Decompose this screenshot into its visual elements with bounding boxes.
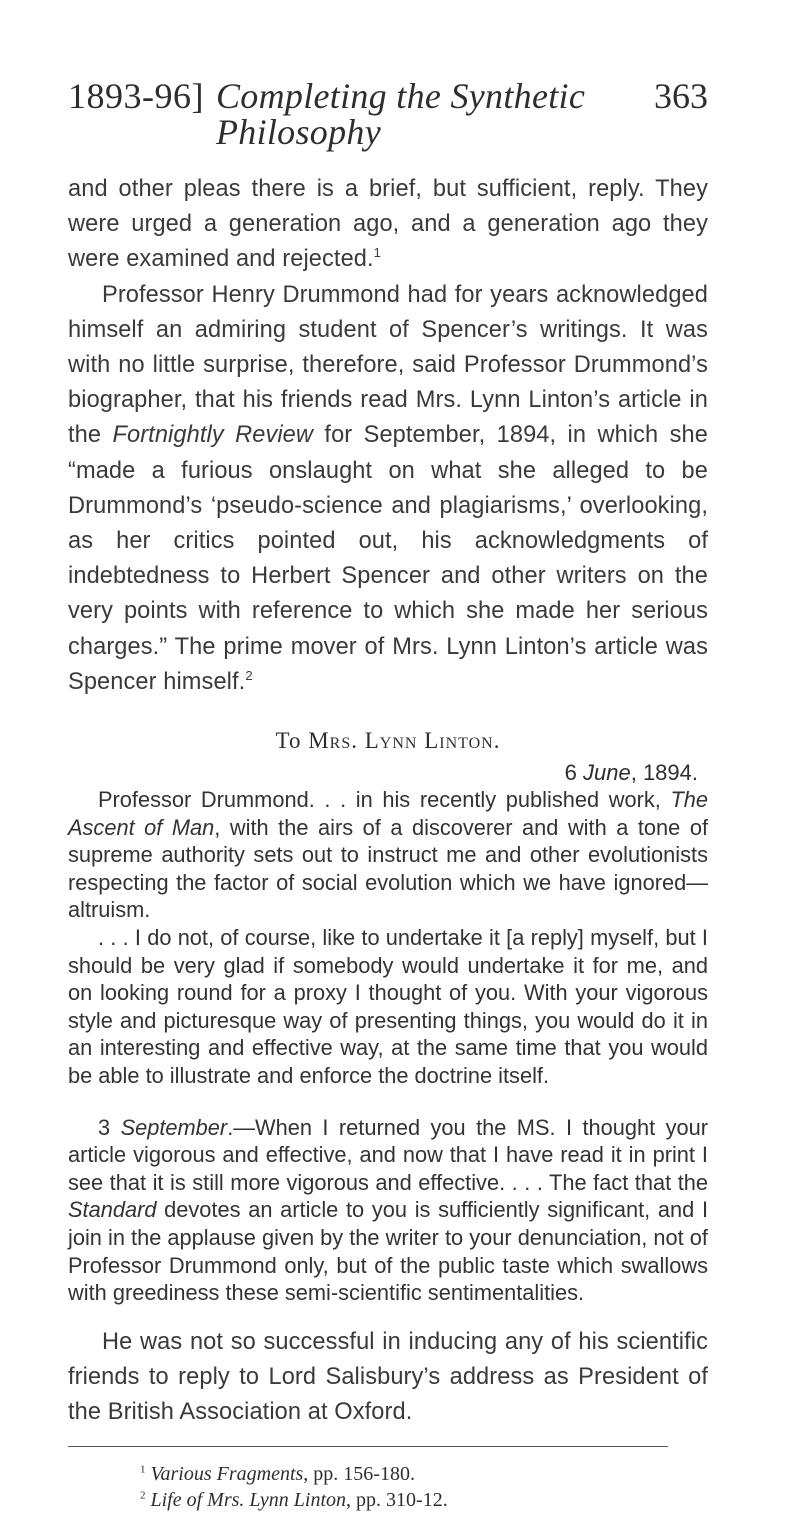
newspaper-title: Standard (68, 1197, 157, 1223)
paragraph-2: Professor Henry Drummond had for years acknowledged himself an admiring student of Spencer’s writings. It was with no little surprise, therefore, said Professor Drummond’s biographer, that his friends read Mrs. Lynn Linton’s article in the Fortnightly Review for September, 1894, in which she “made a furious onslaught on what she alleged to be Drummond’s ‘pseudo-science and plagiarisms,’ overlooking, as her critics pointed out, his acknowledgments of indebtedness to Herbert Spencer and other writers on the very points with reference to which she made her serious charges.” The prime mover of Mrs. Lynn Linton’s article was Spencer himself.$^2$ (68, 281, 708, 695)
footnote-2: $^2$ Life of Mrs. Lynn Linton, pp. 310-12. (140, 1489, 448, 1512)
letter-heading: To Mrs. Lynn Linton. (275, 728, 501, 754)
letter-recipient: Mrs. Lynn Linton. (308, 728, 501, 754)
book-title: The Ascent of Man (68, 787, 708, 840)
footnote-divider (68, 1446, 668, 1447)
quote-paragraph-2: . . . I do not, of course, like to undertake it [a reply] myself, but I should be very glad if somebody would undertake it for me, and on looking round for a proxy I thought of you. With your vigorous style and picturesque way of presenting things, you would do it in an interesting and effective way, at the same time that you would be able to illustrate and enforce the doctrine itself. (68, 925, 708, 1088)
footnotes (68, 1461, 708, 1513)
letter-date: 6 June, 1894. (564, 760, 698, 786)
footnote-ref-1: 1 (373, 245, 381, 261)
paragraph-3: He was not so successful in inducing any of his scientific friends to reply to Lord Salisbury’s address as President of the British Association at Oxford. (68, 1328, 708, 1426)
letter-extract (68, 786, 708, 1307)
body-text (68, 172, 708, 700)
footnote-1: $^1$ Various Fragments, pp. 156-180. (140, 1463, 415, 1486)
body-text-continued (68, 1325, 708, 1431)
paragraph-1: and other pleas there is a brief, but sufficient, reply. They were urged a generation ago, and a generation ago they were examined and rejected.$^1$ (68, 176, 708, 273)
page-number: 363 (654, 76, 708, 116)
header-title: Completing the Synthetic Philosophy (215, 76, 586, 152)
header-years: 1893-96] (68, 76, 204, 116)
quote-paragraph-1: Professor Drummond. . . in his recently published work, The Ascent of Man, with the airs of a discoverer and with a tone of supreme authority sets out to instruct me and other evolutionists respecting the factor of social evolution which we have ignored—altruism. (68, 787, 709, 923)
quote-paragraph-3: 3 September.—When I returned you the MS. I thought your article vigorous and effective, and now that I have read it in print I see that it is still more vigorous and effective. . . . The fact that the Standard devotes an article to you is sufficiently significant, and I join in the applause given by the writer to your denunciation, not of Professor Drummond only, but of the public taste which swallows with greediness these semi-scientific sentimentalities. (68, 1114, 709, 1306)
running-header (68, 78, 708, 150)
journal-title: Fortnightly Review (112, 422, 314, 449)
footnote-ref-2: 2 (245, 667, 253, 683)
